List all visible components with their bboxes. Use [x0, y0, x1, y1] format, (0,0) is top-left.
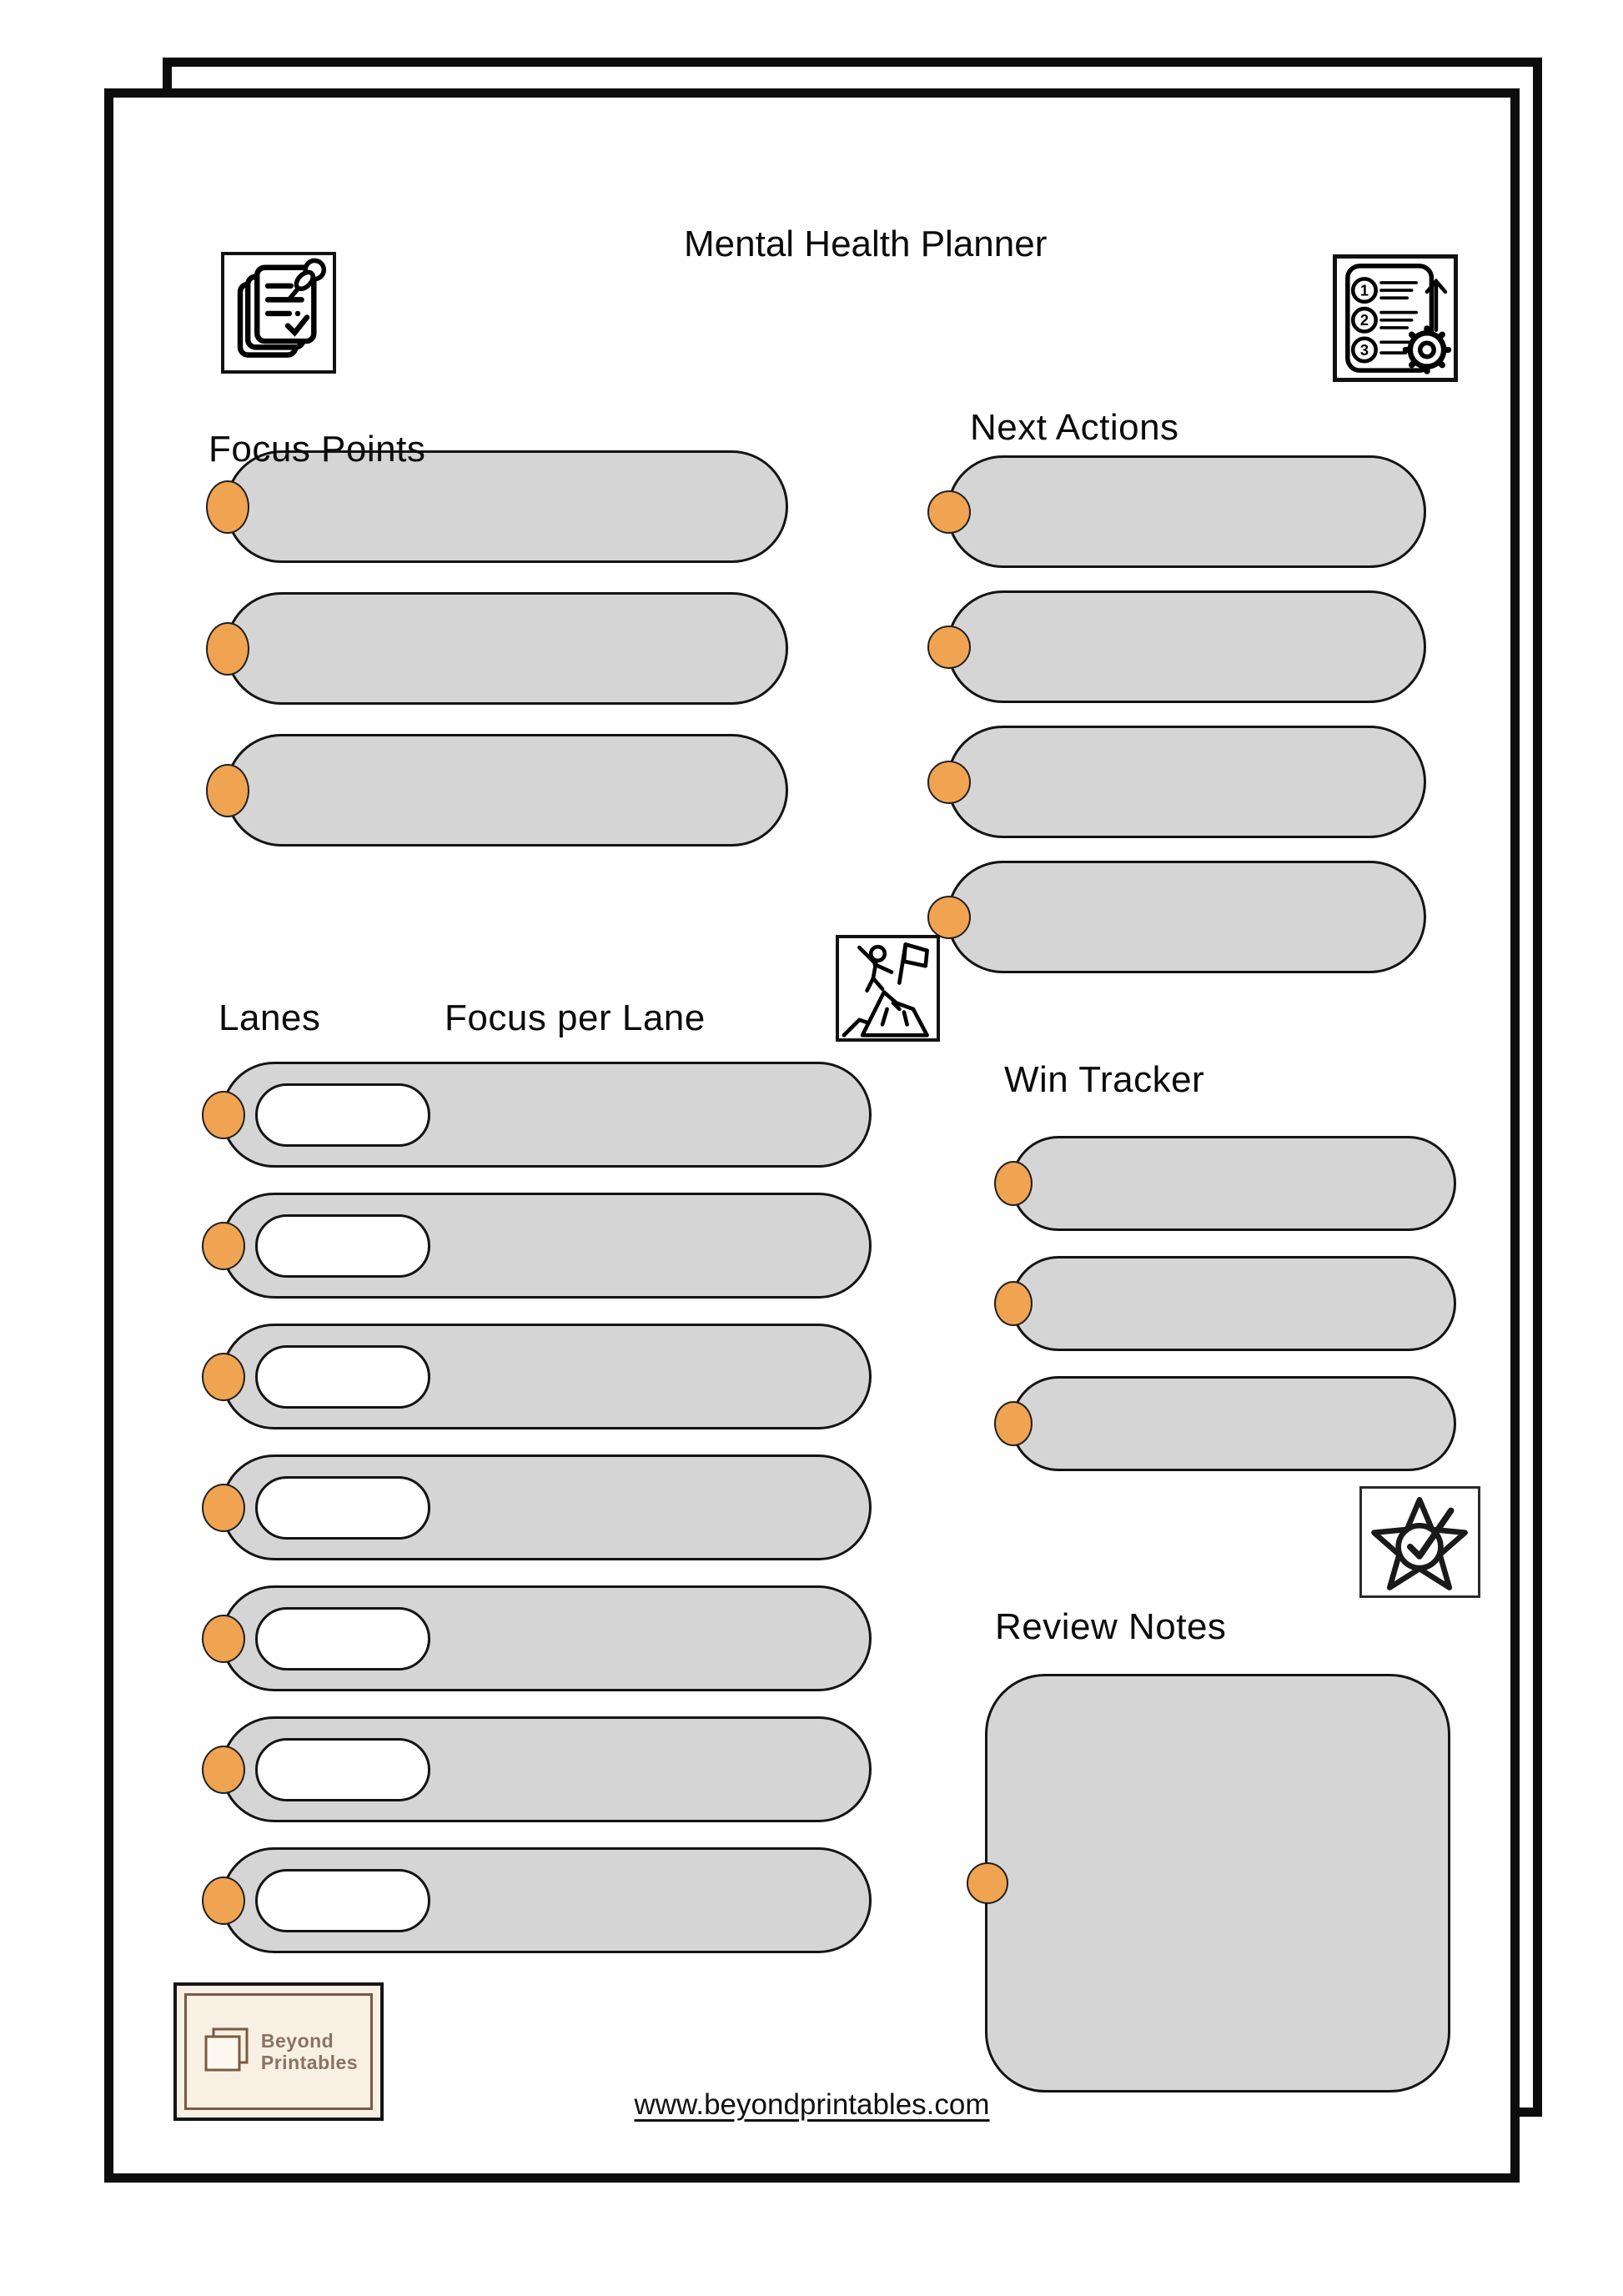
bullet-dot: [927, 490, 971, 534]
bullet-dot: [202, 1746, 245, 1794]
bullet-dot: [202, 1484, 245, 1532]
bullet-dot: [967, 1862, 1008, 1904]
lane-label-slot[interactable]: [255, 1214, 430, 1278]
notes-pushpin-icon: [221, 252, 336, 374]
lane-field[interactable]: [221, 1847, 872, 1953]
star-checkmark-icon: [1359, 1486, 1480, 1598]
brand-logo-line1: Beyond: [260, 2029, 334, 2052]
next-action-field[interactable]: [947, 590, 1426, 703]
focus-points-list: [225, 450, 788, 876]
lanes-heading: Lanes: [219, 997, 321, 1038]
bullet-dot: [206, 764, 249, 817]
lane-field[interactable]: [221, 1062, 872, 1168]
brand-logo-line2: Printables: [260, 2052, 359, 2073]
bullet-dot: [927, 761, 971, 804]
lane-field[interactable]: [221, 1193, 872, 1299]
bullet-dot: [202, 1876, 245, 1925]
lanes-list: [221, 1062, 872, 1978]
bullet-dot: [202, 1615, 245, 1663]
focus-point-field[interactable]: [225, 734, 788, 847]
win-tracker-heading: Win Tracker: [1004, 1059, 1205, 1100]
lane-label-slot[interactable]: [255, 1738, 430, 1801]
win-tracker-list: [1011, 1136, 1456, 1496]
mountain-climber-flag-icon: [836, 935, 940, 1042]
brand-logo-text: [261, 2030, 358, 2074]
lane-label-slot[interactable]: [255, 1869, 430, 1932]
svg-text:1: 1: [1359, 281, 1369, 299]
review-notes-heading: Review Notes: [995, 1606, 1227, 1647]
lane-field[interactable]: [221, 1716, 872, 1822]
focus-points-heading: Focus Points: [209, 429, 426, 470]
lane-label-slot[interactable]: [255, 1607, 430, 1671]
next-action-field[interactable]: [947, 861, 1426, 973]
win-field[interactable]: [1011, 1376, 1456, 1471]
focus-per-lane-heading: Focus per Lane: [445, 997, 706, 1038]
stacked-squares-icon: [199, 2025, 253, 2078]
focus-point-field[interactable]: [225, 592, 788, 705]
lane-field[interactable]: [221, 1585, 872, 1691]
lane-label-slot[interactable]: [255, 1476, 430, 1540]
bullet-dot: [994, 1281, 1033, 1326]
lane-label-slot[interactable]: [255, 1345, 430, 1409]
lane-field[interactable]: [221, 1454, 872, 1560]
bullet-dot: [202, 1091, 245, 1139]
next-action-field[interactable]: [947, 726, 1426, 838]
next-actions-heading: Next Actions: [970, 407, 1179, 448]
svg-text:2: 2: [1359, 311, 1369, 329]
svg-text:3: 3: [1359, 340, 1369, 359]
review-notes-field[interactable]: [985, 1674, 1450, 2093]
lane-field[interactable]: [221, 1324, 872, 1429]
bullet-dot: [206, 480, 249, 534]
bullet-dot: [994, 1401, 1033, 1446]
bullet-dot: [202, 1222, 245, 1270]
bullet-dot: [202, 1353, 245, 1401]
win-field[interactable]: [1011, 1256, 1456, 1351]
next-action-field[interactable]: [947, 455, 1426, 568]
page-title: Mental Health Planner: [684, 224, 1048, 264]
bullet-dot: [927, 625, 971, 669]
win-field[interactable]: [1011, 1136, 1456, 1231]
bullet-dot: [994, 1161, 1033, 1206]
bullet-dot: [927, 896, 971, 939]
next-actions-list: [947, 455, 1426, 996]
numbered-priorities-gear-icon: [1333, 254, 1458, 382]
bullet-dot: [206, 622, 249, 676]
footer-link[interactable]: www.beyondprintables.com: [634, 2088, 990, 2121]
lane-label-slot[interactable]: [255, 1083, 430, 1147]
